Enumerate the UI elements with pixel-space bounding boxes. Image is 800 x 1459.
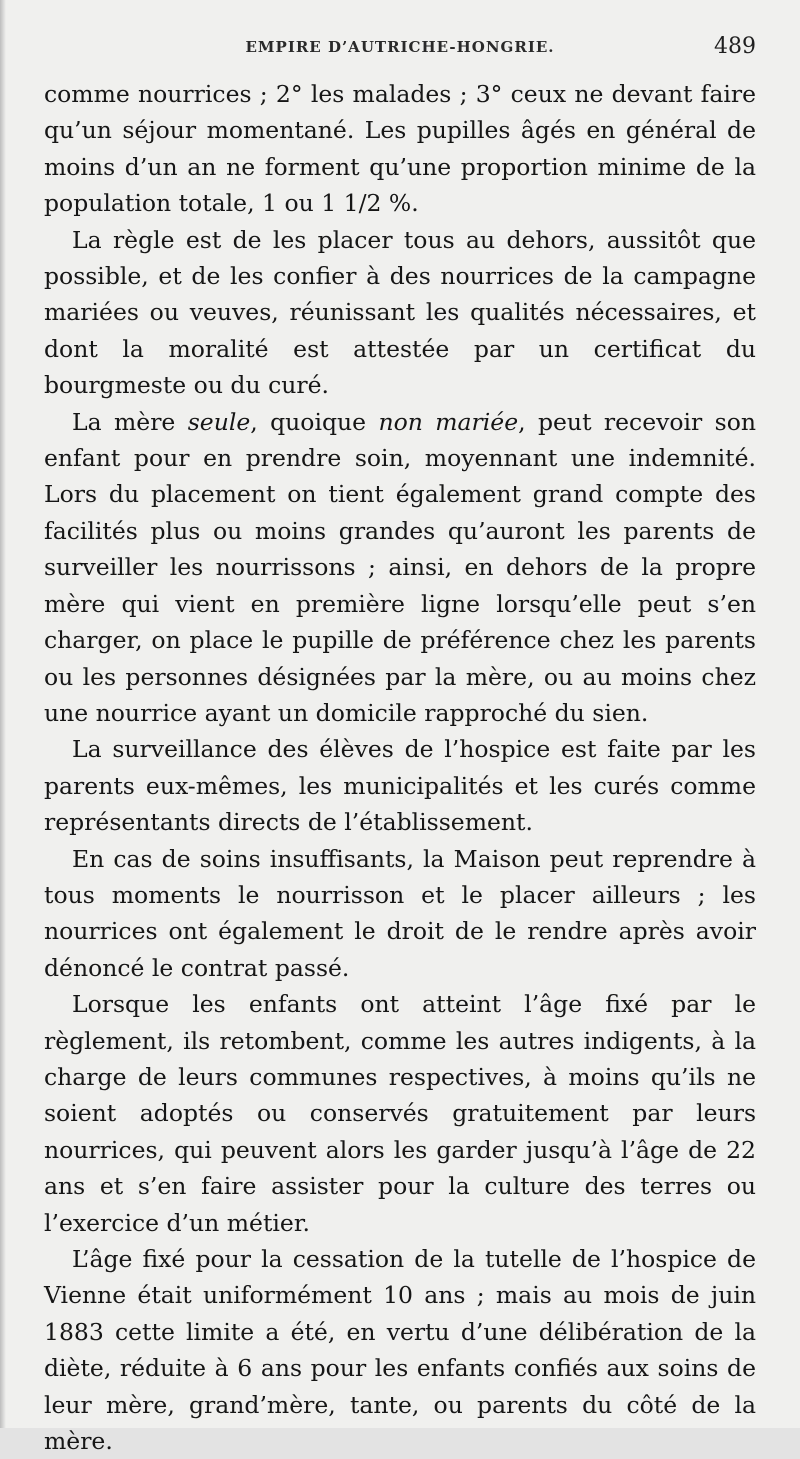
italic-phrase: non mariée (378, 407, 519, 436)
paragraph: La surveillance des élèves de l’hospice est faite par les parents eux-mêmes, les municipalités et les curés comme représentants directs de l’établissement. (44, 735, 756, 837)
paragraph: L’âge fixé pour la cessation de la tutelle de l’hospice de Vienne était uniformément 10 ans ; mais au mois de juin 1883 cette limite a été, en vertu d’une délibération de la diète, réduite à 6 ans pour les enfants confiés aux soins de leur mère, grand’mère, tante, ou parents du côté de la mère. (44, 1245, 756, 1456)
paragraph-continued: comme nourrices ; 2° les malades ; 3° ceux ne devant faire qu’un séjour momentané. Les pupilles âgés en général de moins d’un an ne forment qu’une proportion minime de la population totale, 1 ou 1 1/2 %. (44, 80, 756, 218)
paragraph: La règle est de les placer tous au dehors, aussitôt que possible, et de les confier à des nourrices de la campagne mariées ou veuves, réunissant les qualités nécessaires, et dont la moralité est attestée par un certificat du bourgmeste ou du curé. (44, 225, 756, 400)
page-header (44, 34, 756, 66)
running-head: EMPIRE D’AUTRICHE-HONGRIE. (245, 38, 555, 56)
paragraph-segment: La mère (72, 407, 188, 436)
paragraph (44, 404, 756, 732)
paragraph-segment: , quoique (250, 407, 379, 436)
italic-word: seule (187, 407, 251, 436)
page-number: 489 (714, 34, 756, 59)
paragraph: En cas de soins insuffisants, la Maison peut reprendre à tous moments le nourrisson et le placer ailleurs ; les nourrices ont également le droit de le rendre après avoir dénoncé le contrat passé. (44, 844, 756, 982)
body-text (44, 76, 756, 1459)
paragraph-segment: , peut recevoir son enfant pour en prendre soin, moyennant une indemnité. Lors du placement on tient également grand compte des facilités plus ou moins grandes qu’auront les parents de surveiller les nourrissons ; ainsi, en dehors de la propre mère qui vient en première ligne lorsqu’elle peut s’en charger, on place le pupille de préférence chez les parents ou les personnes désignées par la mère, ou au moins chez une nourrice ayant un domicile rapproché du sien. (44, 407, 757, 727)
paragraph: Lorsque les enfants ont atteint l’âge fixé par le règlement, ils retombent, comme les autres indigents, à la charge de leurs communes respectives, à moins qu’ils ne soient adoptés ou conservés gratuitement par leurs nourrices, qui peuvent alors les garder jusqu’à l’âge de 22 ans et s’en faire assister pour la culture des terres ou l’exercice d’un métier. (44, 990, 756, 1237)
